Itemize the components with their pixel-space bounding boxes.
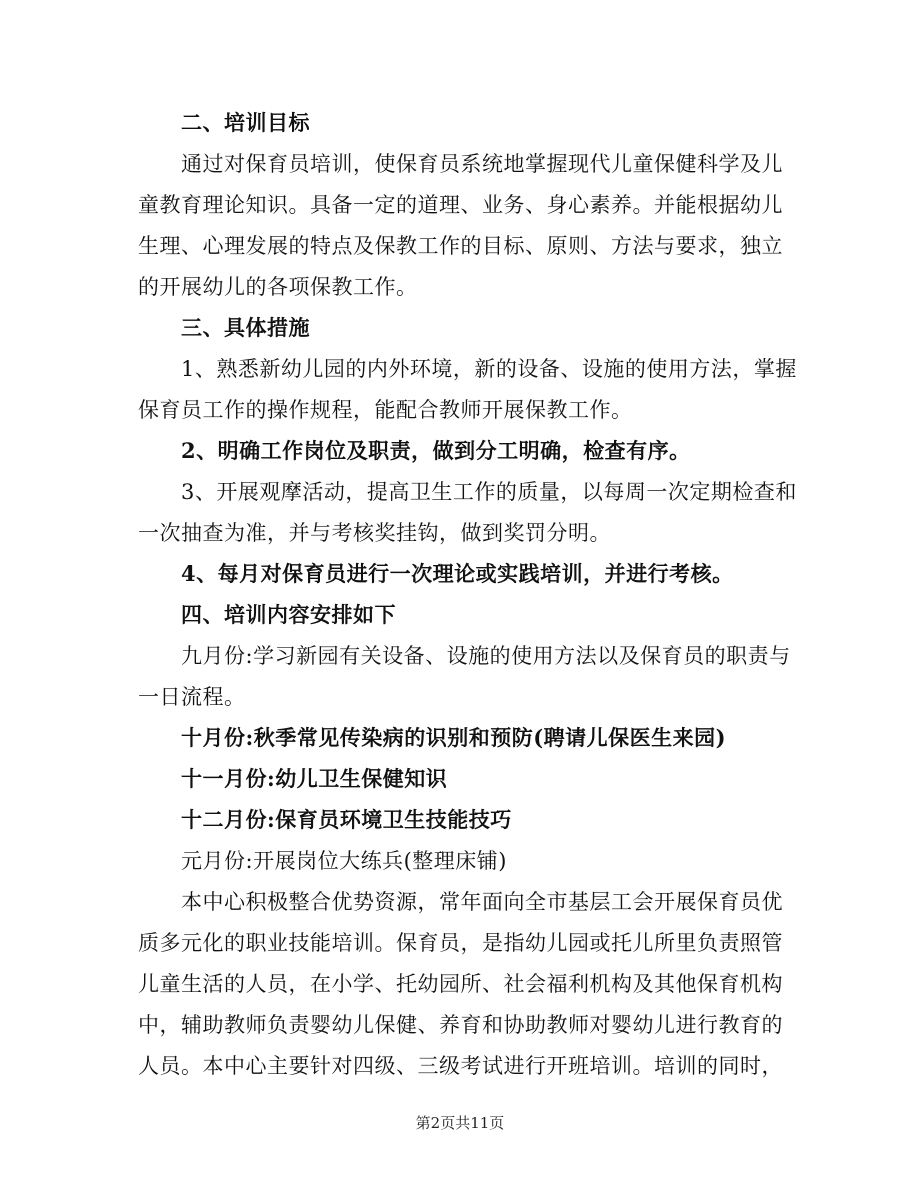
section-heading-schedule: 四、培训内容安排如下 xyxy=(181,602,396,627)
paragraph-line: 本中心积极整合优势资源，常年面向全市基层工会开展保育员优 xyxy=(181,890,783,914)
schedule-item: 九月份:学习新园有关设备、设施的使用方法以及保育员的职责与 xyxy=(181,644,791,668)
schedule-item: 十二月份:保育员环境卫生技能技巧 xyxy=(181,807,512,832)
list-item: 3、开展观摩活动，提高卫生工作的质量，以每周一次定期检查和 xyxy=(181,480,797,504)
schedule-item: 十月份:秋季常见传染病的识别和预防(聘请儿保医生来园) xyxy=(181,725,727,750)
list-item: 2、明确工作岗位及职责，做到分工明确，检查有序。 xyxy=(181,438,691,463)
paragraph-line: 通过对保育员培训，使保育员系统地掌握现代儿童保健科学及儿 xyxy=(181,152,783,176)
section-heading-measures: 三、具体措施 xyxy=(181,315,310,340)
schedule-item-continuation: 一日流程。 xyxy=(138,685,246,709)
paragraph-line: 中，辅助教师负责婴幼儿保健、养育和协助教师对婴幼儿进行教育的 xyxy=(138,1013,783,1037)
list-item: 1、熟悉新幼儿园的内外环境，新的设备、设施的使用方法，掌握 xyxy=(181,357,797,381)
paragraph-line: 质多元化的职业技能培训。保育员，是指幼儿园或托儿所里负责照管 xyxy=(138,931,783,955)
paragraph-line: 童教育理论知识。具备一定的道理、业务、身心素养。并能根据幼儿 xyxy=(138,193,783,217)
schedule-item: 元月份:开展岗位大练兵(整理床铺) xyxy=(181,849,507,873)
list-item-continuation: 保育员工作的操作规程，能配合教师开展保教工作。 xyxy=(138,398,633,422)
paragraph-line: 的开展幼儿的各项保教工作。 xyxy=(138,275,418,299)
page-number-footer: 第2页共11页 xyxy=(415,1114,505,1132)
list-item-continuation: 一次抽查为准，并与考核奖挂钩，做到奖罚分明。 xyxy=(138,521,611,545)
schedule-item: 十一月份:幼儿卫生保健知识 xyxy=(181,766,448,791)
paragraph-line: 人员。本中心主要针对四级、三级考试进行开班培训。培训的同时， xyxy=(138,1054,783,1078)
paragraph-line: 儿童生活的人员，在小学、托幼园所、社会福利机构及其他保育机构 xyxy=(138,972,783,996)
paragraph-line: 生理、心理发展的特点及保教工作的目标、原则、方法与要求，独立 xyxy=(138,234,783,258)
list-item: 4、每月对保育员进行一次理论或实践培训，并进行考核。 xyxy=(181,561,734,586)
section-heading-training-goals: 二、培训目标 xyxy=(181,110,310,135)
